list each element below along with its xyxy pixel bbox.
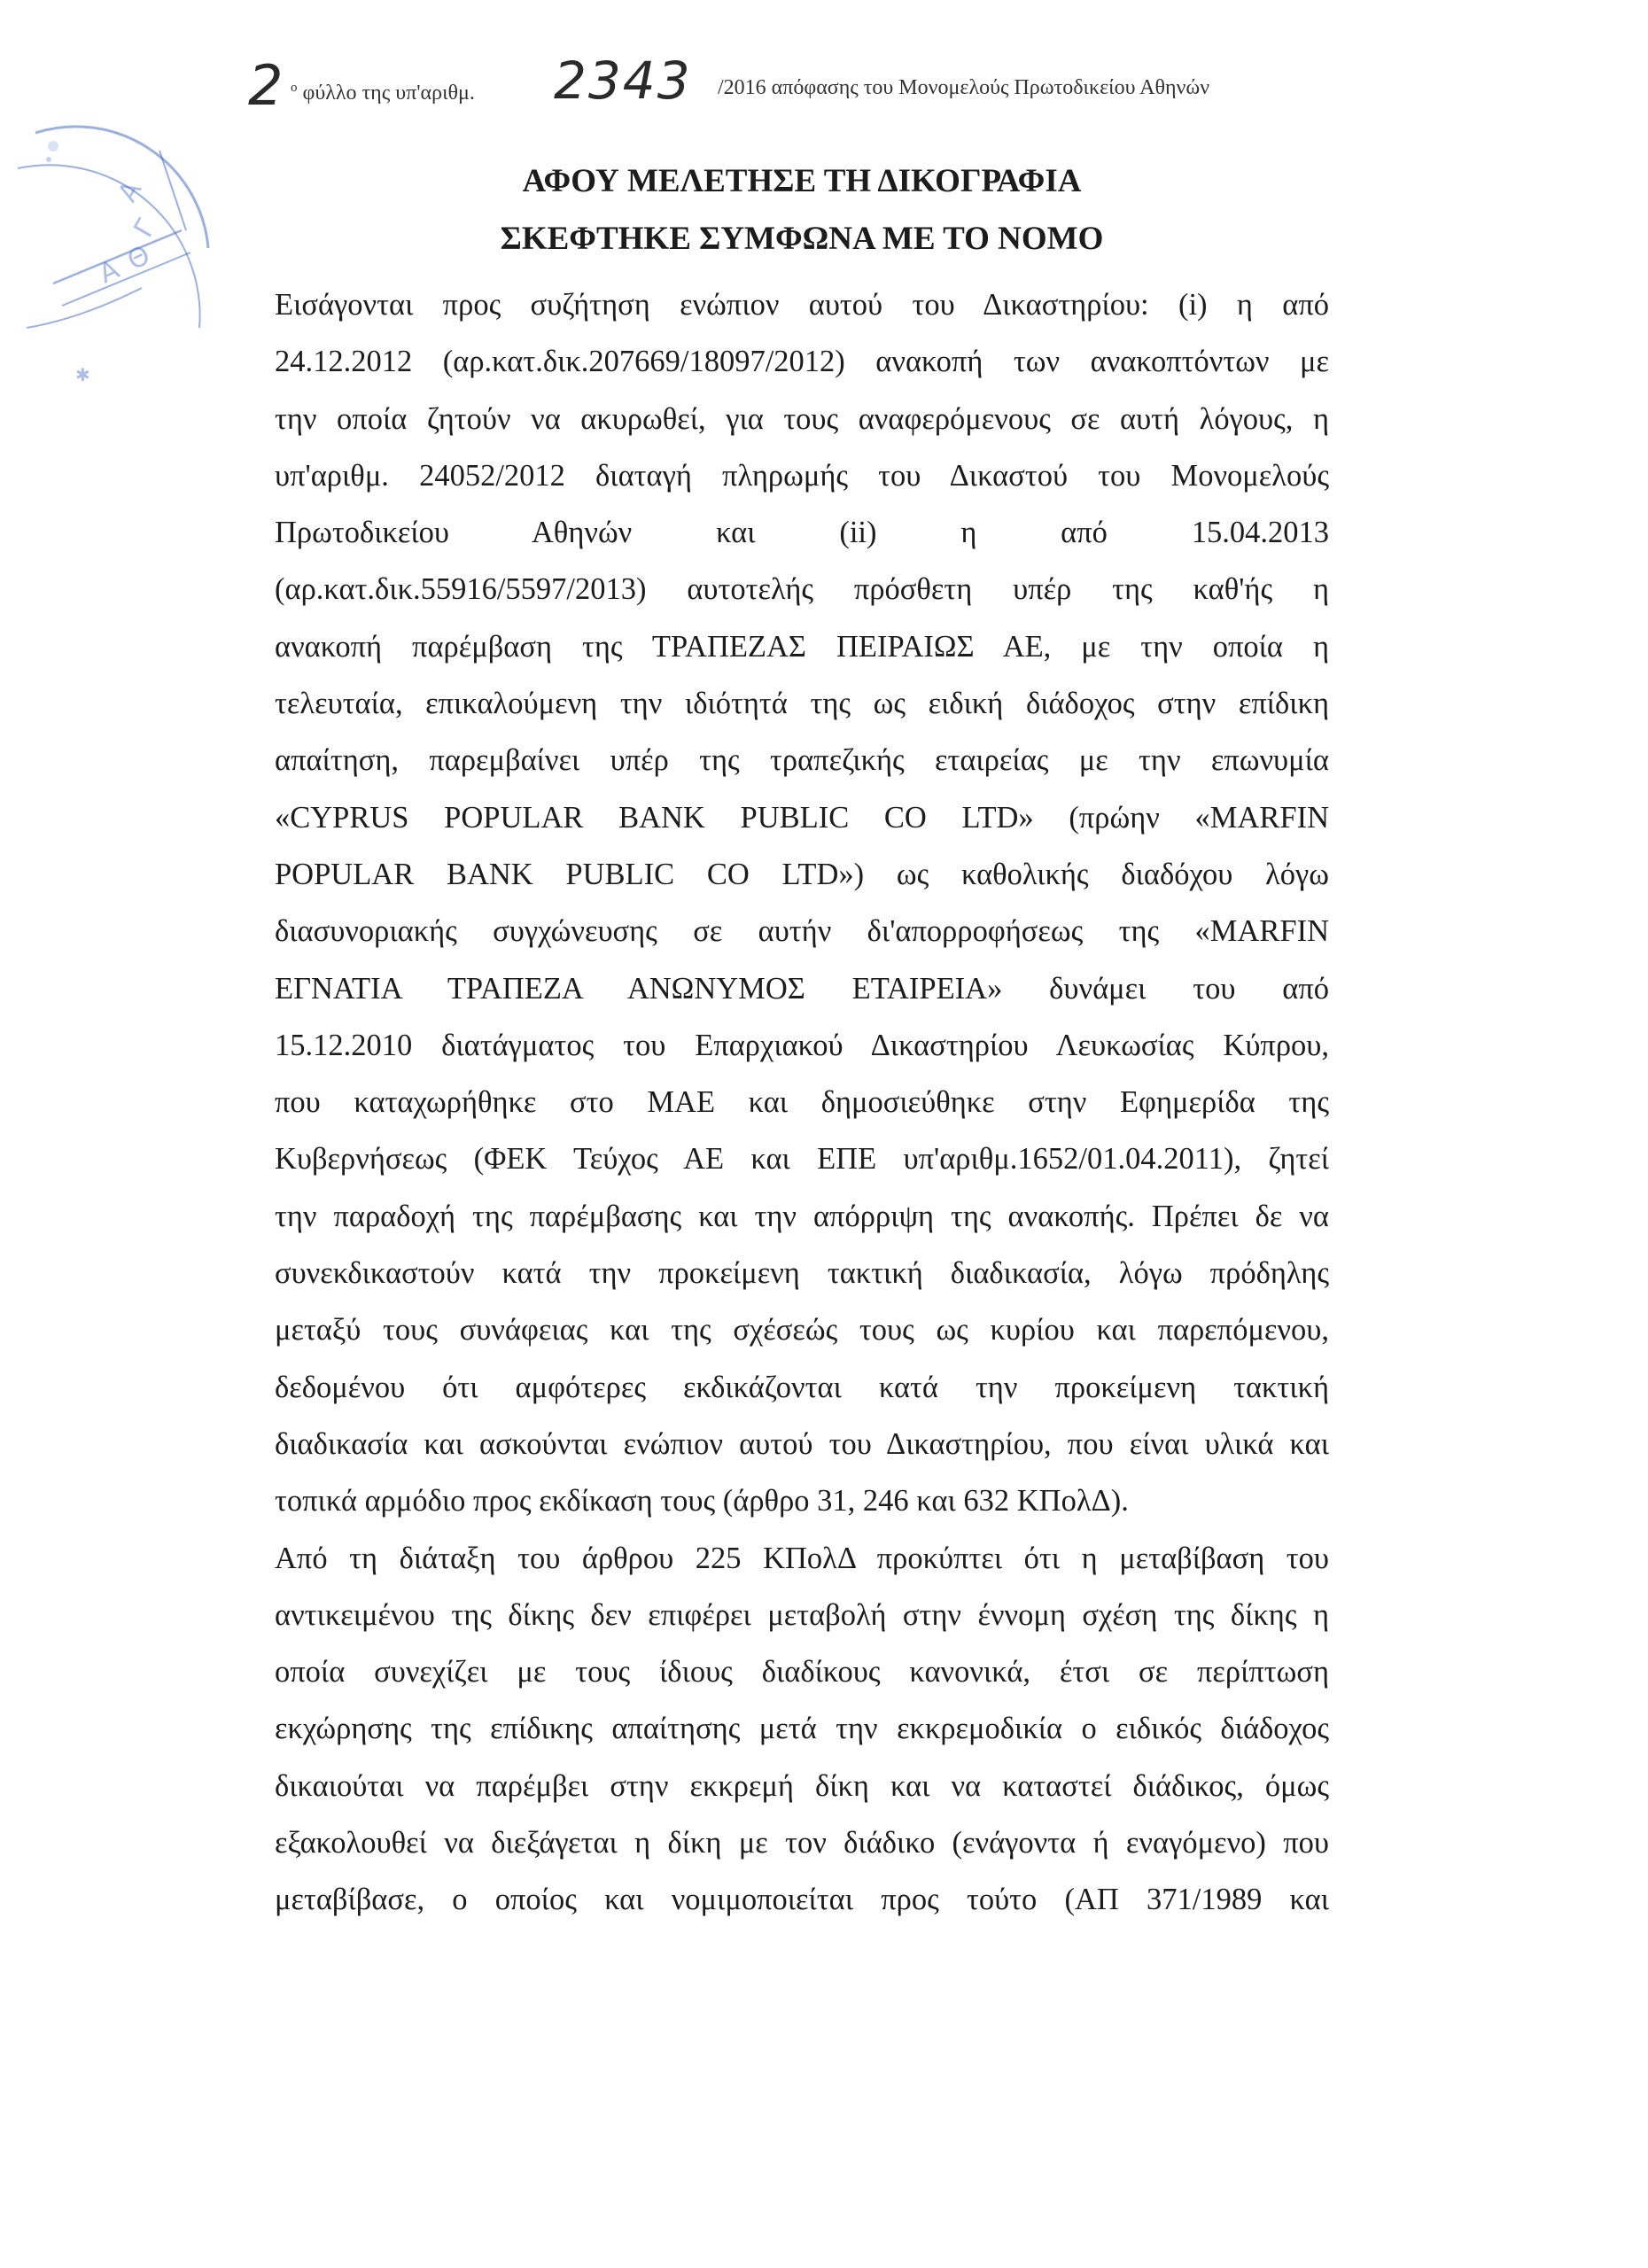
text-line: (αρ.κατ.δικ.55916/5597/2013) αυτοτελής πρόσθετη υπέρ της καθ'ής η xyxy=(275,572,1329,607)
text-line: απαίτηση, παρεμβαίνει υπέρ της τραπεζικής εταιρείας με την επωνυμία xyxy=(275,743,1329,778)
heading-line-1: ΑΦΟΥ ΜΕΛΕΤΗΣΕ ΤΗ ΔΙΚΟΓΡΑΦΙΑ xyxy=(522,163,1082,199)
svg-text:Γ: Γ xyxy=(128,214,163,243)
heading-line-2: ΣΚΕΦΤΗΚΕ ΣΥΜΦΩΝΑ ΜΕ ΤΟ ΝΟΜΟ xyxy=(500,221,1104,257)
text-line: τελευταία, επικαλούμενη την ιδιότητά της ως ειδική διάδοχος στην επίδικη xyxy=(275,687,1329,721)
text-line: Πρωτοδικείου Αθηνών και (ii) η από 15.04.2013 xyxy=(275,516,1329,550)
text-line: ΕΓΝΑΤΙΑ ΤΡΑΠΕΖΑ ΑΝΩΝΥΜΟΣ ΕΤΑΙΡΕΙΑ» δυνάμει του από xyxy=(275,971,1329,1006)
text-line: Εισάγονται προς συζήτηση ενώπιον αυτού του Δικαστηρίου: (i) η από xyxy=(275,288,1329,322)
text-line: εκχώρησης της επίδικης απαίτησης μετά την εκκρεμοδικία ο ειδικός διάδοχος xyxy=(275,1712,1329,1746)
sheet-label xyxy=(291,74,475,106)
text-line: Από τη διάταξη του άρθρου 225 ΚΠολΔ προκύπτει ότι η μεταβίβαση του xyxy=(275,1541,1329,1575)
court-stamp xyxy=(0,97,222,381)
text-line: διασυνοριακής συγχώνευσης σε αυτήν δι'απορροφήσεως της «MARFIN xyxy=(275,914,1329,949)
text-line: συνεκδικαστούν κατά την προκείμενη τακτική διαδικασία, λόγω πρόδηλης xyxy=(275,1256,1329,1291)
text-line: οποία συνεχίζει με τους ίδιους διαδίκους κανονικά, έτσι σε περίπτωση xyxy=(275,1655,1329,1689)
page-header xyxy=(248,50,1347,118)
text-line: «CYPRUS POPULAR BANK PUBLIC CO LTD» (πρώην «MARFIN xyxy=(275,800,1329,835)
body-text xyxy=(275,276,1329,1929)
text-line: εξακολουθεί να διεξάγεται η δίκη με τον διάδικο (ενάγοντα ή εναγόμενο) που xyxy=(275,1826,1329,1860)
ordinal-suffix: ο xyxy=(291,81,298,95)
text-line: μεταξύ τους συνάφειας και της σχέσεώς τους ως κυρίου και παρεπόμενου, xyxy=(275,1313,1329,1348)
handwritten-sheet-number: 2 xyxy=(248,53,284,118)
text-line: ανακοπή παρέμβαση της ΤΡΑΠΕΖΑΣ ΠΕΙΡΑΙΩΣ ΑΕ, με την οποία η xyxy=(275,629,1329,664)
text-line: δικαιούται να παρέμβει στην εκκρεμή δίκη και να καταστεί διάδικος, όμως xyxy=(275,1768,1329,1803)
text-line: μεταβίβασε, ο οποίος και νομιμοποιείται προς τούτο (ΑΠ 371/1989 και xyxy=(275,1883,1329,1917)
text-line: 15.12.2010 διατάγματος του Επαρχιακού Δικαστηρίου Λευκωσίας Κύπρου, xyxy=(275,1028,1329,1062)
svg-text:Θ: Θ xyxy=(122,239,155,277)
text-line: διαδικασία και ασκούνται ενώπιον αυτού του Δικαστηρίου, που είναι υλικά και xyxy=(275,1426,1329,1461)
handwritten-decision-number: 2343 xyxy=(554,50,692,111)
sheet-prefix: φύλλο της υπ'αριθμ. xyxy=(302,82,475,105)
svg-text:Α: Α xyxy=(112,175,149,207)
decision-suffix: /2016 απόφασης του Μονομελούς Πρωτοδικείου Αθηνών xyxy=(718,76,1210,99)
text-line: POPULAR BANK PUBLIC CO LTD») ως καθολικής διαδόχου λόγω xyxy=(275,857,1329,891)
text-line: αντικειμένου της δίκης δεν επιφέρει μεταβολή στην έννομη σχέση της δίκης η xyxy=(275,1597,1329,1632)
text-line: τοπικά αρμόδιο προς εκδίκαση τους (άρθρο 31, 246 και 632 ΚΠολΔ). xyxy=(275,1484,1129,1518)
text-line: δεδομένου ότι αμφότερες εκδικάζονται κατά την προκείμενη τακτική xyxy=(275,1370,1329,1404)
text-line: υπ'αριθμ. 24052/2012 διαταγή πληρωμής του Δικαστού του Μονομελούς xyxy=(275,458,1329,493)
text-line: την οποία ζητούν να ακυρωθεί, για τους αναφερόμενους σε αυτή λόγους, η xyxy=(275,401,1329,436)
text-line: 24.12.2012 (αρ.κατ.δικ.207669/18097/2012) ανακοπή των ανακοπτόντων με xyxy=(275,345,1329,379)
text-line: Κυβερνήσεως (ΦΕΚ Τεύχος ΑΕ και ΕΠΕ υπ'αριθμ.1652/01.04.2011), ζητεί xyxy=(275,1142,1329,1177)
text-line: που καταχωρήθηκε στο ΜΑΕ και δημοσιεύθηκε στην Εφημερίδα της xyxy=(275,1085,1329,1120)
svg-text:✱: ✱ xyxy=(75,364,90,381)
text-line: την παραδοχή της παρέμβασης και την απόρριψη της ανακοπής. Πρέπει δε να xyxy=(275,1199,1329,1233)
svg-text:Α: Α xyxy=(94,253,124,291)
